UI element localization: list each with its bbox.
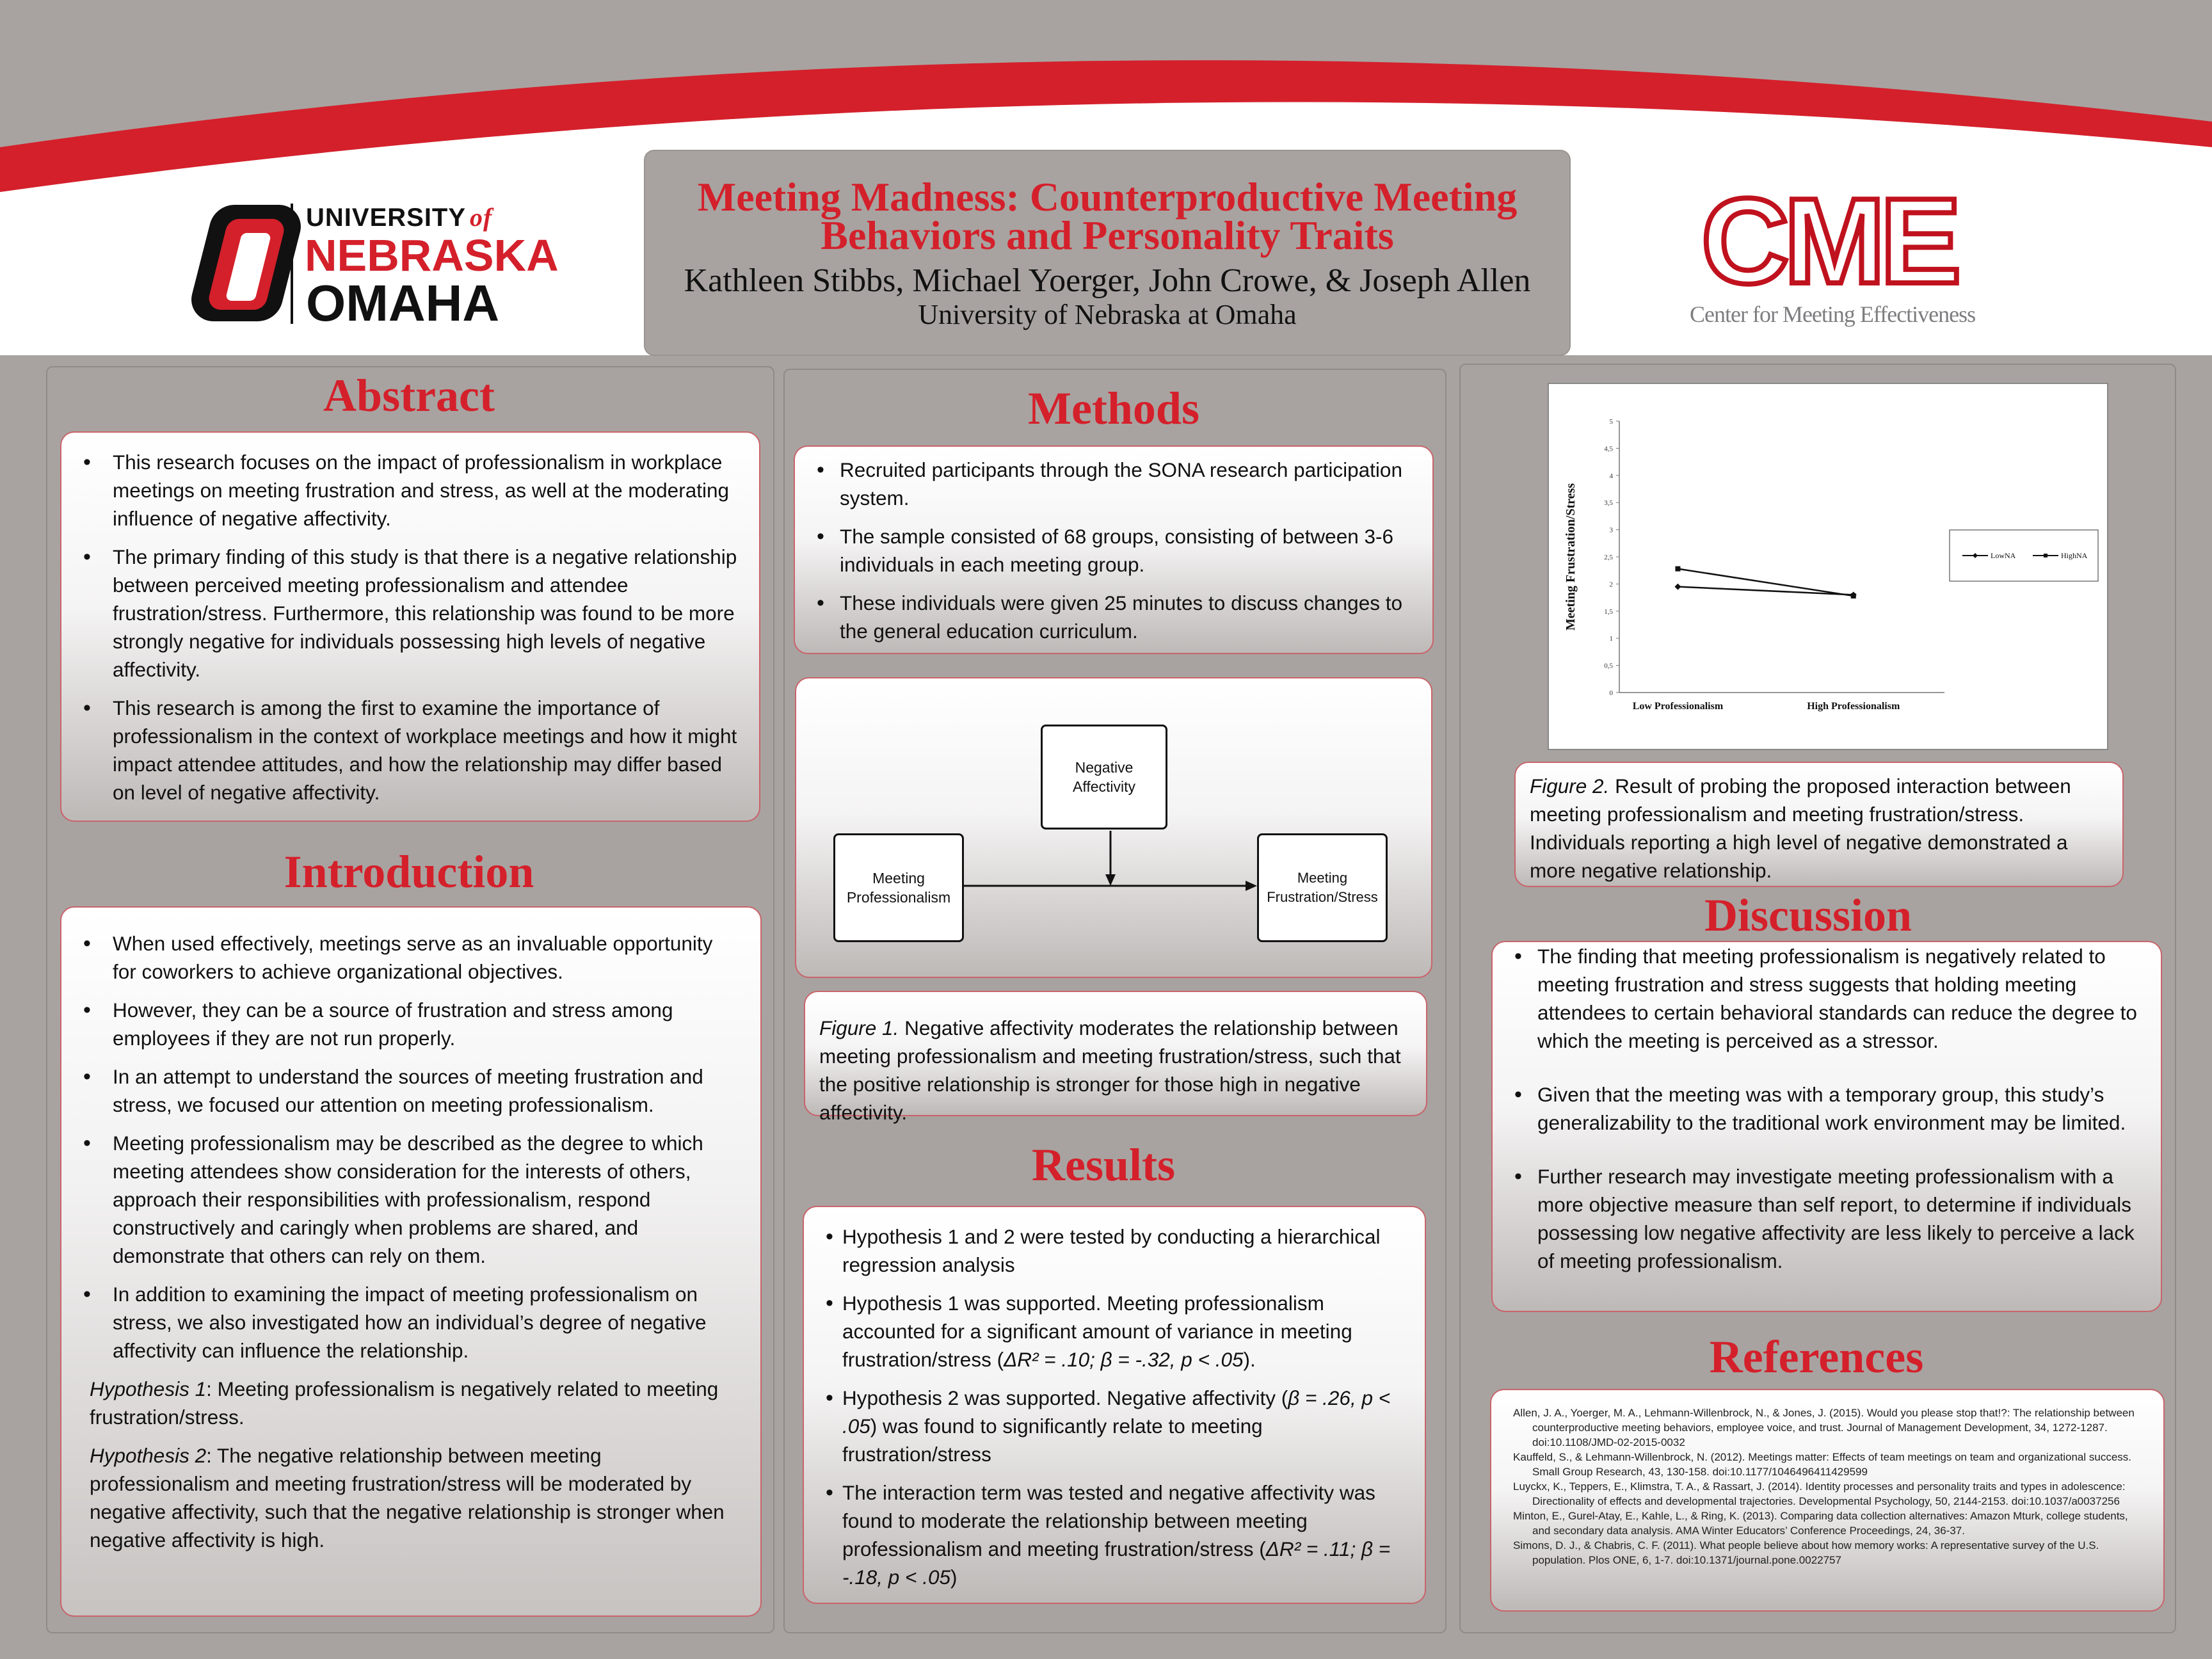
y-tick-label: 0	[1609, 689, 1613, 697]
abstract-bullet: • The primary finding of this study is that there is a negative relationship between perceived meeting professionalism and attendee frustration/stress. Furthermore, this relationship was found to be more strongly negative for individuals possessing high levels of negative affectivity.	[61, 543, 746, 684]
reference-item: Minton, E., Gurel-Atay, E., Kahle, L., & Ring, K. (2013). Comparing data collection alternatives: Amazon Mturk, college students, and secondary data analysis. AMA Winter Educators’ Conference Proceedings, 24, 36-37.	[1513, 1510, 2128, 1537]
uno-university-text: UNIVERSITY	[306, 204, 467, 232]
methods-card	[794, 445, 1434, 654]
y-tick-label: 3,5	[1604, 499, 1613, 508]
hypothesis-1	[61, 1375, 741, 1431]
intro-bullet: • Meeting professionalism may be described as the degree to which meeting attendees show consideration for the interests of others, approach their responsibilities with professionalism, respond constructively and caringly when problems are shared, and demonstrate that others can rely on them.	[61, 1129, 741, 1270]
x-tick-label: Low Professionalism	[1632, 701, 1724, 712]
hypothesis-2	[61, 1441, 741, 1554]
poster-authors: Kathleen Stibbs, Michael Yoerger, John Crowe, & Joseph Allen	[684, 262, 1531, 299]
x-tick-label: High Professionalism	[1807, 701, 1900, 712]
series-point-HighNA	[1851, 593, 1856, 598]
abstract-heading: Abstract	[323, 370, 495, 421]
results-b4-text: The interaction term was tested and negative affectivity was found to moderate the relationship between meeting professionalism and meeting frustration/stress (	[842, 1481, 1375, 1560]
y-tick-label: 2	[1609, 581, 1613, 589]
figure1-label: Figure 1.	[819, 1016, 899, 1039]
intro-bullet: • However, they can be a source of frustration and stress among employees if they are not run properly.	[61, 996, 741, 1052]
references-heading: References	[1709, 1331, 1924, 1382]
results-b4-stats: ΔR² = .11; β = -.18, p < .05	[842, 1537, 1391, 1589]
results-b3-stats: β = .26, p < .05	[842, 1386, 1391, 1438]
uno-nebraska-text: NEBRASKA	[305, 230, 559, 280]
uno-omaha-text: OMAHA	[306, 275, 500, 332]
interaction-chart-plot	[1548, 383, 2106, 748]
y-axis-label: Meeting Frustration/Stress	[1564, 483, 1578, 631]
results-b2-text: Hypothesis 1 was supported. Meeting professionalism accounted for a significant amount of variance in meeting frustration/stress (	[842, 1292, 1352, 1371]
abstract-bullet: • This research focuses on the impact of professionalism in workplace meetings on meeting frustration and stress, as well at the moderating influence of negative affectivity.	[61, 448, 746, 533]
results-b2-stats: ΔR² = .10; β = -.32, p < .05	[1004, 1348, 1244, 1371]
discussion-card	[1491, 941, 2162, 1312]
figure2-label: Figure 2.	[1530, 774, 1610, 797]
abstract-bullet: • This research is among the first to examine the importance of professionalism in the context of workplace meetings and how it might impact attendee attitudes, and how the relationship may differ based on level of negative affectivity.	[61, 694, 746, 806]
results-b4-end: )	[950, 1566, 958, 1589]
series-point-LowNA	[1674, 584, 1681, 590]
y-tick-label: 1	[1609, 635, 1613, 643]
results-b3-text: Hypothesis 2 was supported. Negative affectivity (	[842, 1386, 1288, 1409]
hypothesis-1-text: : Meeting professionalism is negatively related to meeting frustration/stress.	[90, 1377, 719, 1429]
hypothesis-1-label: Hypothesis 1	[90, 1377, 207, 1400]
y-tick-label: 4,5	[1604, 445, 1613, 453]
y-tick-label: 5	[1609, 418, 1613, 426]
results-bullet	[804, 1479, 1412, 1591]
results-bullet: • Hypothesis 1 and 2 were tested by conducting a hierarchical regression analysis	[804, 1222, 1412, 1279]
series-line-LowNA	[1678, 587, 1853, 595]
methods-heading: Methods	[1028, 383, 1199, 434]
discussion-bullet: • Further research may investigate meeting professionalism with a more objective measure than self report, to determine if individuals possessing low negative affectivity are less likely to perceive a lack of meeting professionalism.	[1493, 1162, 2151, 1275]
discussion-bullet: • Given that the meeting was with a temporary group, this study’s generalizability to the traditional work environment may be limited.	[1493, 1080, 2151, 1137]
figure2-caption-card	[1514, 762, 2124, 887]
methods-bullet: • Recruited participants through the SONA research participation system.	[795, 456, 1420, 512]
methods-bullet: • These individuals were given 25 minutes to discuss changes to the general education curriculum.	[795, 589, 1420, 645]
y-tick-label: 1,5	[1604, 607, 1613, 616]
discussion-heading: Discussion	[1704, 890, 1912, 941]
poster-affiliation: University of Nebraska at Omaha	[918, 299, 1297, 330]
series-point-HighNA	[1675, 566, 1680, 572]
figure1-text: Negative affectivity moderates the relationship between meeting professionalism and meeting frustration/stress, such that the positive relationship is stronger for those high in negative affectivity.	[819, 1016, 1401, 1124]
legend-label: HighNA	[2061, 551, 2088, 560]
main-path-arrowhead	[1246, 881, 1257, 891]
results-heading: Results	[1031, 1139, 1175, 1190]
cme-letters: CME	[1701, 173, 1957, 309]
poster-title-box	[645, 151, 1569, 355]
intro-bullet: • When used effectively, meetings serve as an invaluable opportunity for coworkers to achieve organizational objectives.	[61, 929, 741, 986]
poster-title-line1: Meeting Madness: Counterproductive Meeting	[697, 174, 1518, 220]
figure2-text: Result of probing the proposed interaction between meeting professionalism and meeting frustration/stress. Individuals reporting a high level of negative demonstrated a more negative relationship.	[1530, 774, 2071, 882]
figure1-caption	[819, 1014, 1412, 1126]
y-tick-label: 3	[1609, 526, 1613, 534]
outcome-box: Meeting Frustration/Stress	[1257, 833, 1388, 942]
results-bullet	[804, 1289, 1412, 1374]
moderator-box: Negative Affectivity	[1041, 725, 1167, 830]
legend-label: LowNA	[1991, 551, 2016, 560]
uno-of-text: of	[470, 203, 493, 232]
y-tick-label: 4	[1609, 472, 1613, 480]
hypothesis-2-label: Hypothesis 2	[90, 1444, 207, 1467]
cme-logo	[1690, 173, 2023, 333]
methods-bullet: • The sample consisted of 68 groups, consisting of between 3-6 individuals in each meeting group.	[795, 522, 1420, 579]
intro-bullet: • In an attempt to understand the sources of meeting frustration and stress, we focused our attention on meeting professionalism.	[61, 1062, 741, 1119]
y-tick-label: 0,5	[1604, 662, 1613, 670]
introduction-card	[60, 906, 762, 1617]
reference-item: Simons, D. J., & Chabris, C. F. (2011). What people believe about how memory works: A representative survey of the U.S. population. Plos ONE, 6, 1-7. doi:10.1371/journal.pone.0022757	[1513, 1539, 2099, 1566]
introduction-heading: Introduction	[284, 846, 534, 897]
legend-marker	[2044, 554, 2048, 557]
intro-bullet: • In addition to examining the impact of meeting professionalism on stress, we also investigated how an individual’s degree of negative affectivity can influence the relationship.	[61, 1280, 741, 1365]
discussion-bullet: • The finding that meeting professionalism is negatively related to meeting frustration and stress suggests that holding meeting attendees to certain behavioral standards can reduce the degree to which the meeting is perceived as a stressor.	[1493, 942, 2151, 1055]
reference-item: Allen, J. A., Yoerger, M. A., Lehmann-Willenbrock, N., & Jones, J. (2015). Would you please stop that!?: The relationship between counterproductive meeting behaviors, employee voice, and trust. Journal of Management Development, 34, 1272-1287. doi:10.1108/JMD-02-2015-0032	[1513, 1407, 2135, 1448]
moderation-arrowhead	[1105, 874, 1116, 886]
predictor-box: Meeting Professionalism	[833, 833, 964, 942]
cme-name: Center for Meeting Effectiveness	[1690, 301, 1976, 327]
figure1-caption-card	[804, 991, 1427, 1124]
figure2-caption	[1530, 772, 2108, 885]
references-card	[1490, 1389, 2165, 1612]
results-bullet	[804, 1384, 1412, 1468]
results-b2-end: ).	[1243, 1348, 1256, 1371]
reference-item: Kauffeld, S., & Lehmann-Willenbrock, N. (2012). Meetings matter: Effects of team meetings on team and organizational success. Small Group Research, 43, 130-158. doi:10.1177/1046496411429599	[1513, 1451, 2132, 1478]
hypothesis-2-text: : The negative relationship between meeting professionalism and meeting frustration/stress will be moderated by negative affectivity, such that the negative relationship is stronger when negative affectivity is high.	[90, 1444, 725, 1551]
series-line-HighNA	[1678, 569, 1853, 596]
diagram-arrows	[795, 677, 1432, 978]
poster-title-line2: Behaviors and Personality Traits	[821, 212, 1394, 258]
y-tick-label: 2,5	[1604, 554, 1613, 561]
results-b3-end: ) was found to significantly relate to meeting frustration/stress	[842, 1415, 1263, 1466]
results-card	[803, 1206, 1426, 1604]
uno-logo	[189, 200, 559, 332]
uno-o-icon	[189, 200, 305, 328]
reference-item: Luyckx, K., Teppers, E., Klimstra, T. A., & Rassart, J. (2014). Identity processes and personality traits and types in adolescence: Directionality of effects and developmental trajectories. Developmental Psychology, 50, 2144-2153. doi:10.1037/a0037256	[1513, 1480, 2126, 1507]
abstract-card	[60, 431, 760, 822]
